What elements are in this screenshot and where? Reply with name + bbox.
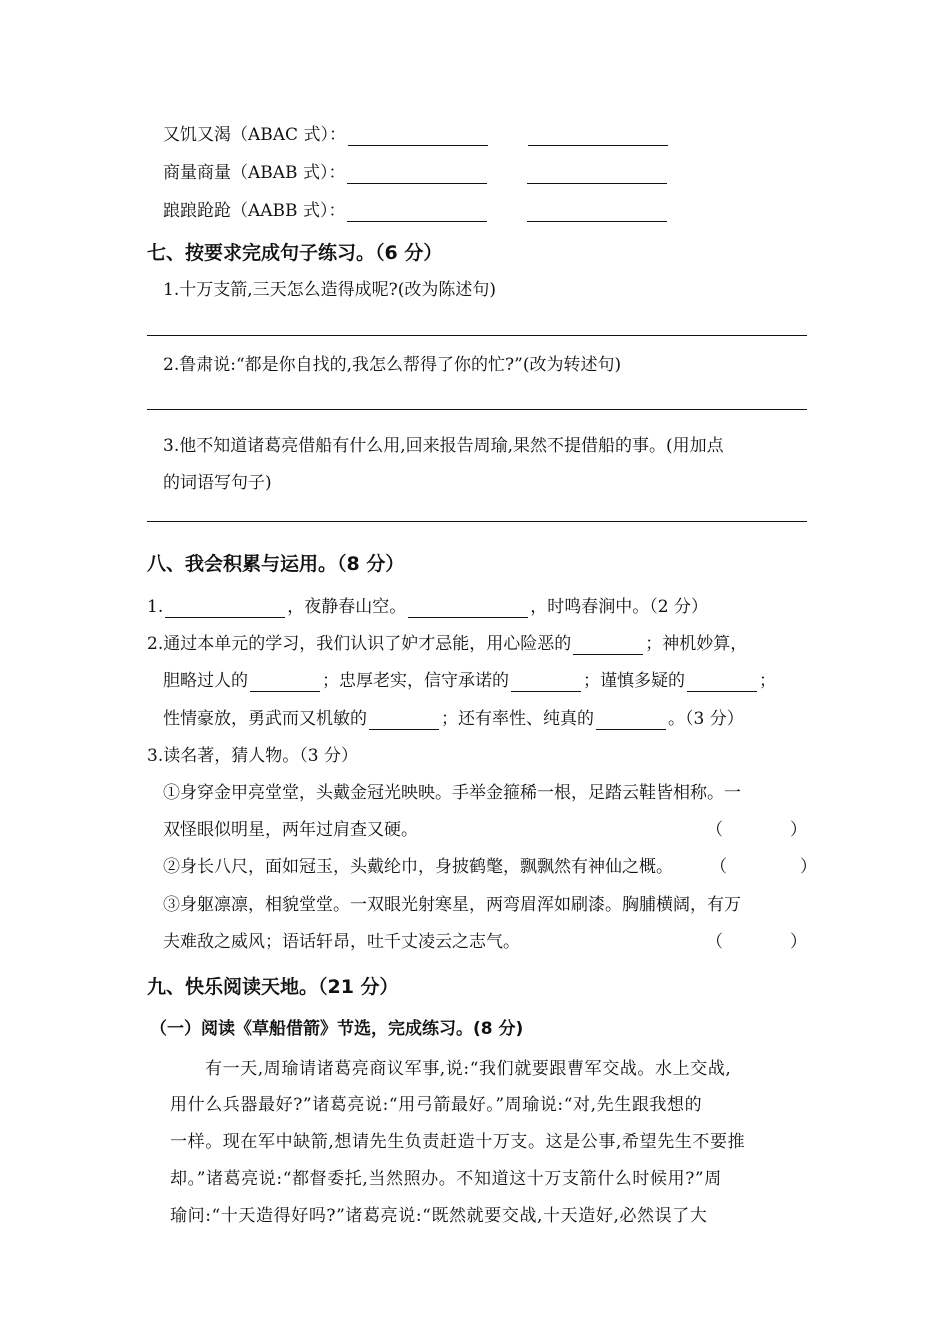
- answer-paren-open: （: [706, 932, 723, 952]
- word-form-row-1: [163, 124, 670, 146]
- riddle-3-line1: ③身躯凛凛，相貌堂堂。一双眼光射寒星，两弯眉浑如刷漆。胸脯横阔，有万: [163, 895, 741, 915]
- answer-blank[interactable]: [573, 637, 643, 655]
- answer-paren-open: （: [710, 857, 727, 877]
- answer-blank[interactable]: [408, 600, 528, 618]
- answer-blank[interactable]: [348, 128, 488, 146]
- question-7-2: 2.鲁肃说:“都是你自找的,我怎么帮得了你的忙?”(改为转述句): [163, 355, 622, 375]
- passage-line: 瑜问:“十天造得好吗?”诸葛亮说:“既然就要交战,十天造好,必然误了大: [170, 1206, 708, 1226]
- question-7-1: 1.十万支箭,三天怎么造得成呢?(改为陈述句): [163, 280, 497, 300]
- answer-line[interactable]: [147, 521, 807, 522]
- answer-line[interactable]: [147, 335, 807, 336]
- question-8-3-title: 3.读名著，猜人物。（3 分）: [147, 746, 358, 766]
- question-7-3-line1: 3.他不知道诸葛亮借船有什么用,回来报告周瑜,果然不提借船的事。(用加点: [163, 436, 724, 456]
- riddle-1-line1: ①身穿金甲亮堂堂，头戴金冠光映映。手举金箍稀一根，足踏云鞋皆相称。一: [163, 783, 741, 803]
- answer-paren-close: ）: [790, 820, 807, 840]
- answer-line[interactable]: [147, 409, 807, 410]
- riddle-3-line2: 夫难敌之威风；语话轩昂，吐千丈凌云之志气。: [163, 932, 520, 952]
- answer-paren-close: ）: [800, 857, 817, 877]
- answer-blank[interactable]: [165, 600, 285, 618]
- answer-blank[interactable]: [347, 204, 487, 222]
- answer-blank[interactable]: [528, 128, 668, 146]
- question-8-1: 1. ，夜静春山空。 ，时鸣春涧中。（2 分）: [147, 597, 708, 617]
- passage-line: 有一天,周瑜请诸葛亮商议军事,说:“我们就要跟曹军交战。水上交战,: [205, 1059, 732, 1079]
- question-7-3-line2: 的词语写句子): [163, 473, 272, 493]
- passage-line: 用什么兵器最好?”诸葛亮说:“用弓箭最好。”周瑜说:“对,先生跟我想的: [170, 1095, 703, 1115]
- answer-paren-open: （: [706, 820, 723, 840]
- answer-blank[interactable]: [596, 712, 666, 730]
- riddle-1-line2: 双怪眼似明星，两年过肩查又硬。: [163, 820, 418, 840]
- question-8-2-line2: 胆略过人的 ；忠厚老实，信守承诺的 ；谨慎多疑的 ；: [163, 671, 776, 691]
- question-8-2-line1: 2.通过本单元的学习，我们认识了妒才忌能，用心险恶的 ；神机妙算，: [147, 634, 748, 654]
- passage-line: 一样。现在军中缺箭,想请先生负责赶造十万支。这是公事,希望先生不要推: [170, 1132, 746, 1152]
- word-form-row-2: [163, 162, 669, 184]
- answer-blank[interactable]: [511, 674, 581, 692]
- word-form-label: 踉踉跄跄（AABB 式）：: [163, 201, 346, 221]
- section-7-heading: 七、按要求完成句子练习。（6 分）: [147, 242, 443, 264]
- answer-blank[interactable]: [527, 204, 667, 222]
- answer-blank[interactable]: [527, 166, 667, 184]
- answer-blank[interactable]: [687, 674, 757, 692]
- word-form-label: 又饥又渴（ABAC 式）：: [163, 125, 346, 145]
- passage-line: 却。”诸葛亮说:“都督委托,当然照办。不知道这十万支箭什么时候用?”周: [170, 1169, 722, 1189]
- answer-paren-close: ）: [790, 932, 807, 952]
- answer-blank[interactable]: [369, 712, 439, 730]
- question-8-2-line3: 性情豪放，勇武而又机敏的 ；还有率性、纯真的 。（3 分）: [163, 709, 744, 729]
- reading-1-heading: （一）阅读《草船借箭》节选，完成练习。(8 分): [150, 1019, 524, 1039]
- section-9-heading: 九、快乐阅读天地。（21 分）: [147, 976, 399, 998]
- word-form-row-3: [163, 200, 669, 222]
- answer-blank[interactable]: [250, 674, 320, 692]
- word-form-label: 商量商量（ABAB 式）：: [163, 163, 346, 183]
- answer-blank[interactable]: [347, 166, 487, 184]
- riddle-2: ②身长八尺，面如冠玉，头戴纶巾，身披鹤氅，飘飘然有神仙之概。: [163, 857, 673, 877]
- section-8-heading: 八、我会积累与运用。（8 分）: [147, 553, 405, 575]
